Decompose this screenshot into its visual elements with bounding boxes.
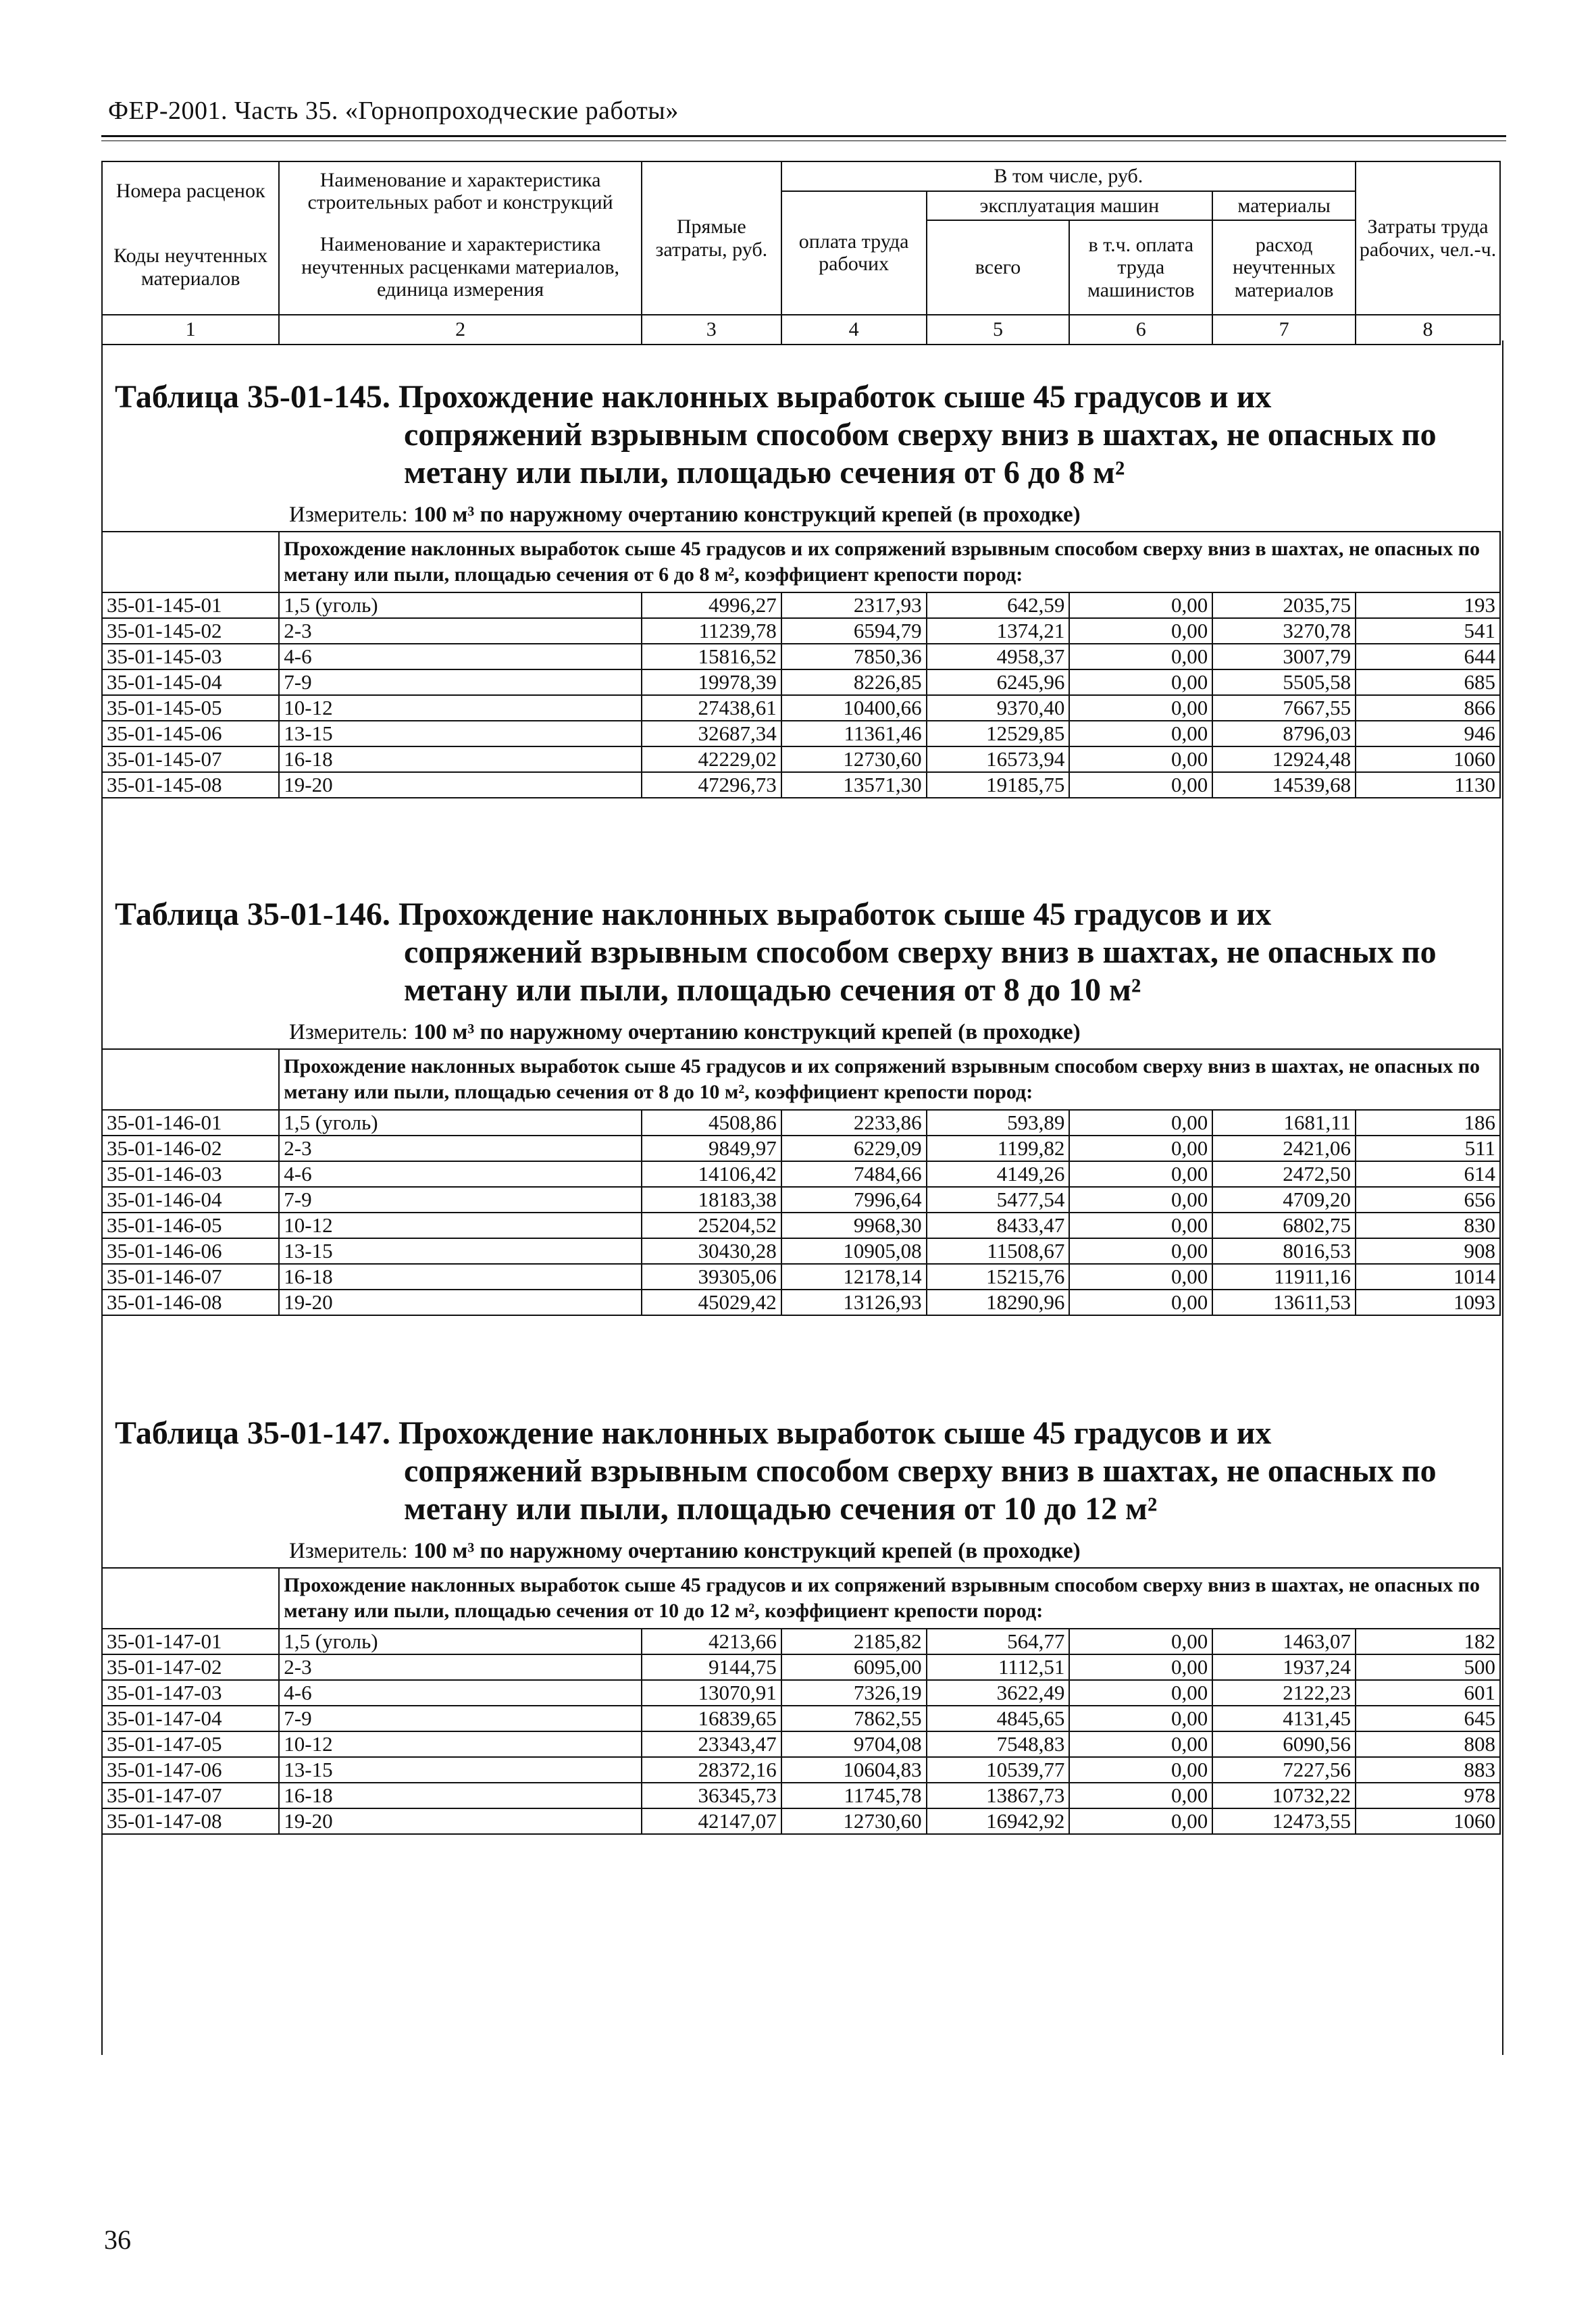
labor-hours-cell: 808 [1356,1731,1500,1757]
direct-costs-cell: 28372,16 [642,1757,781,1783]
table-row [102,1808,1500,1834]
column-header-table [101,161,1501,345]
direct-costs-cell: 30430,28 [642,1238,781,1264]
machinist-pay-cell: 0,00 [1069,746,1212,772]
table-row [102,695,1500,721]
material-consumption-cell: 1463,07 [1212,1629,1356,1654]
labor-hours-cell: 908 [1356,1238,1500,1264]
machinist-pay-cell: 0,00 [1069,695,1212,721]
direct-costs-cell: 25204,52 [642,1213,781,1238]
col-num: 4 [781,315,927,345]
measure-label: Измеритель: [289,503,414,527]
machinist-pay-cell: 0,00 [1069,1731,1212,1757]
labor-hours-cell: 511 [1356,1136,1500,1161]
machines-total-cell: 13867,73 [927,1783,1070,1808]
worker-pay-cell: 7850,36 [781,644,927,669]
material-consumption-cell: 4131,45 [1212,1706,1356,1731]
rock-hardness-cell: 4-6 [279,1680,642,1706]
machines-total-cell: 19185,75 [927,772,1070,798]
rock-hardness-cell: 2-3 [279,1654,642,1680]
col-num: 3 [642,315,781,345]
rock-hardness-cell: 19-20 [279,1808,642,1834]
header-machine-operation: эксплуатация машин [927,191,1213,221]
table-row [102,772,1500,798]
direct-costs-cell: 4996,27 [642,592,781,618]
machines-total-cell: 4958,37 [927,644,1070,669]
direct-costs-cell: 18183,38 [642,1187,781,1213]
rock-hardness-cell: 1,5 (уголь) [279,1629,642,1654]
machinist-pay-cell: 0,00 [1069,1629,1212,1654]
machines-total-cell: 12529,85 [927,721,1070,746]
col-num: 6 [1069,315,1212,345]
machines-total-cell: 9370,40 [927,695,1070,721]
material-consumption-cell: 14539,68 [1212,772,1356,798]
direct-costs-cell: 42147,07 [642,1808,781,1834]
worker-pay-cell: 7326,19 [781,1680,927,1706]
machines-total-cell: 15215,76 [927,1264,1070,1290]
machinist-pay-cell: 0,00 [1069,1757,1212,1783]
rate-code-cell: 35-01-146-08 [102,1290,279,1315]
table-row [102,721,1500,746]
running-head-rule [101,135,1506,137]
direct-costs-cell: 9849,97 [642,1136,781,1161]
table-title-line: Таблица 35-01-147. Прохождение наклонных выработок сыше 45 градусов и их [115,1415,1272,1451]
table-row [102,1213,1500,1238]
rate-code-cell: 35-01-145-04 [102,669,279,695]
machines-total-cell: 4845,65 [927,1706,1070,1731]
rates-caption: Прохождение наклонных выработок сыше 45 градусов и их сопряжений взрывным способом сверху вниз в шахтах, не опасных по метану или пыли, площадью сечения от 10 до 12 м², коэффициент крепости пород: [279,1568,1500,1629]
worker-pay-cell: 13571,30 [781,772,927,798]
machinist-pay-cell: 0,00 [1069,592,1212,618]
machinist-pay-cell: 0,00 [1069,1136,1212,1161]
machinist-pay-cell: 0,00 [1069,772,1212,798]
labor-hours-cell: 883 [1356,1757,1500,1783]
measure-unit [289,503,1081,528]
material-consumption-cell: 1937,24 [1212,1654,1356,1680]
table-title [115,896,1493,1009]
direct-costs-cell: 4508,86 [642,1110,781,1136]
table-title-line: метану или пыли, площадью сечения от 8 до 10 м² [404,972,1141,1008]
direct-costs-cell: 9144,75 [642,1654,781,1680]
material-consumption-cell: 3270,78 [1212,618,1356,644]
material-consumption-cell: 6802,75 [1212,1213,1356,1238]
worker-pay-cell: 12730,60 [781,746,927,772]
machines-total-cell: 593,89 [927,1110,1070,1136]
labor-hours-cell: 830 [1356,1213,1500,1238]
rate-code-cell: 35-01-145-07 [102,746,279,772]
header-work-name: Наименование и характеристика строительных работ и конструкций [279,161,642,220]
machinist-pay-cell: 0,00 [1069,721,1212,746]
rates-caption: Прохождение наклонных выработок сыше 45 градусов и их сопряжений взрывным способом сверху вниз в шахтах, не опасных по метану или пыли, площадью сечения от 8 до 10 м², коэффициент крепости пород: [279,1049,1500,1110]
direct-costs-cell: 47296,73 [642,772,781,798]
header-material-name: Наименование и характеристика неучтенных расценками материалов, единица измерения [279,220,642,315]
direct-costs-cell: 4213,66 [642,1629,781,1654]
rate-code-cell: 35-01-147-07 [102,1783,279,1808]
rock-hardness-cell: 2-3 [279,618,642,644]
worker-pay-cell: 2233,86 [781,1110,927,1136]
measure-text: 100 м³ по наружному очертанию конструкций крепей (в проходке) [413,1539,1081,1563]
rock-hardness-cell: 19-20 [279,772,642,798]
direct-costs-cell: 23343,47 [642,1731,781,1757]
labor-hours-cell: 193 [1356,592,1500,618]
direct-costs-cell: 19978,39 [642,669,781,695]
labor-hours-cell: 866 [1356,695,1500,721]
material-consumption-cell: 5505,58 [1212,669,1356,695]
caption-blank [102,1568,279,1629]
rate-code-cell: 35-01-147-02 [102,1654,279,1680]
machines-total-cell: 7548,83 [927,1731,1070,1757]
rock-hardness-cell: 4-6 [279,644,642,669]
labor-hours-cell: 614 [1356,1161,1500,1187]
worker-pay-cell: 8226,85 [781,669,927,695]
rate-code-cell: 35-01-146-04 [102,1187,279,1213]
worker-pay-cell: 7996,64 [781,1187,927,1213]
caption-blank [102,1049,279,1110]
header-machines-total: всего [927,220,1070,315]
direct-costs-cell: 39305,06 [642,1264,781,1290]
labor-hours-cell: 182 [1356,1629,1500,1654]
machines-total-cell: 18290,96 [927,1290,1070,1315]
rock-hardness-cell: 7-9 [279,1706,642,1731]
machinist-pay-cell: 0,00 [1069,618,1212,644]
worker-pay-cell: 10604,83 [781,1757,927,1783]
worker-pay-cell: 11745,78 [781,1783,927,1808]
material-consumption-cell: 8016,53 [1212,1238,1356,1264]
machines-total-cell: 564,77 [927,1629,1070,1654]
table-row [102,1290,1500,1315]
rate-code-cell: 35-01-145-06 [102,721,279,746]
machinist-pay-cell: 0,00 [1069,1783,1212,1808]
machines-total-cell: 642,59 [927,592,1070,618]
machines-total-cell: 6245,96 [927,669,1070,695]
direct-costs-cell: 16839,65 [642,1706,781,1731]
rates-table [101,1048,1501,1316]
worker-pay-cell: 2317,93 [781,592,927,618]
direct-costs-cell: 36345,73 [642,1783,781,1808]
col-num: 5 [927,315,1070,345]
direct-costs-cell: 11239,78 [642,618,781,644]
table-title-line: Таблица 35-01-146. Прохождение наклонных выработок сыше 45 градусов и их [115,896,1272,932]
material-consumption-cell: 2122,23 [1212,1680,1356,1706]
measure-text: 100 м³ по наружному очертанию конструкций крепей (в проходке) [413,1020,1081,1044]
rate-code-cell: 35-01-147-05 [102,1731,279,1757]
material-consumption-cell: 6090,56 [1212,1731,1356,1757]
material-consumption-cell: 1681,11 [1212,1110,1356,1136]
table-row [102,644,1500,669]
worker-pay-cell: 6095,00 [781,1654,927,1680]
rate-code-cell: 35-01-147-06 [102,1757,279,1783]
table-row [102,1654,1500,1680]
labor-hours-cell: 1014 [1356,1264,1500,1290]
table-row [102,1757,1500,1783]
rates-caption: Прохождение наклонных выработок сыше 45 градусов и их сопряжений взрывным способом сверху вниз в шахтах, не опасных по метану или пыли, площадью сечения от 6 до 8 м², коэффициент крепости пород: [279,532,1500,592]
machinist-pay-cell: 0,00 [1069,1110,1212,1136]
direct-costs-cell: 15816,52 [642,644,781,669]
rate-code-cell: 35-01-145-02 [102,618,279,644]
table-row [102,1110,1500,1136]
rock-hardness-cell: 10-12 [279,1731,642,1757]
rock-hardness-cell: 1,5 (уголь) [279,592,642,618]
rate-code-cell: 35-01-146-05 [102,1213,279,1238]
labor-hours-cell: 656 [1356,1187,1500,1213]
rock-hardness-cell: 16-18 [279,1783,642,1808]
rate-code-cell: 35-01-146-02 [102,1136,279,1161]
header-direct-costs: Прямые затраты, руб. [642,161,781,315]
table-row [102,746,1500,772]
worker-pay-cell: 12178,14 [781,1264,927,1290]
labor-hours-cell: 1130 [1356,772,1500,798]
worker-pay-cell: 10905,08 [781,1238,927,1264]
material-consumption-cell: 4709,20 [1212,1187,1356,1213]
machines-total-cell: 1374,21 [927,618,1070,644]
material-consumption-cell: 2035,75 [1212,592,1356,618]
rock-hardness-cell: 10-12 [279,1213,642,1238]
table-row [102,1680,1500,1706]
rate-code-cell: 35-01-147-03 [102,1680,279,1706]
rate-code-cell: 35-01-147-04 [102,1706,279,1731]
labor-hours-cell: 541 [1356,618,1500,644]
page-number: 36 [104,2225,131,2255]
worker-pay-cell: 6229,09 [781,1136,927,1161]
machines-total-cell: 11508,67 [927,1238,1070,1264]
material-consumption-cell: 12473,55 [1212,1808,1356,1834]
direct-costs-cell: 42229,02 [642,746,781,772]
machinist-pay-cell: 0,00 [1069,1654,1212,1680]
direct-costs-cell: 14106,42 [642,1161,781,1187]
machinist-pay-cell: 0,00 [1069,1187,1212,1213]
rate-code-cell: 35-01-145-01 [102,592,279,618]
header-material-consumption: расход неучтенных материалов [1212,220,1356,315]
worker-pay-cell: 13126,93 [781,1290,927,1315]
measure-label: Измеритель: [289,1020,414,1044]
material-consumption-cell: 2421,06 [1212,1136,1356,1161]
material-consumption-cell: 7667,55 [1212,695,1356,721]
col-num: 7 [1212,315,1356,345]
rock-hardness-cell: 16-18 [279,1264,642,1290]
material-consumption-cell: 13611,53 [1212,1290,1356,1315]
direct-costs-cell: 27438,61 [642,695,781,721]
table-title-line: метану или пыли, площадью сечения от 10 до 12 м² [404,1491,1158,1527]
worker-pay-cell: 11361,46 [781,721,927,746]
measure-label: Измеритель: [289,1539,414,1563]
rate-code-cell: 35-01-145-08 [102,772,279,798]
table-row [102,592,1500,618]
rates-table [101,531,1501,798]
direct-costs-cell: 13070,91 [642,1680,781,1706]
labor-hours-cell: 500 [1356,1654,1500,1680]
table-title-line: сопряжений взрывным способом сверху вниз в шахтах, не опасных по [404,417,1437,453]
machinist-pay-cell: 0,00 [1069,669,1212,695]
rate-code-cell: 35-01-146-01 [102,1110,279,1136]
table-row [102,1629,1500,1654]
machinist-pay-cell: 0,00 [1069,1680,1212,1706]
worker-pay-cell: 2185,82 [781,1629,927,1654]
labor-hours-cell: 644 [1356,644,1500,669]
labor-hours-cell: 946 [1356,721,1500,746]
table-title-line: сопряжений взрывным способом сверху вниз в шахтах, не опасных по [404,1453,1437,1489]
rock-hardness-cell: 19-20 [279,1290,642,1315]
caption-blank [102,532,279,592]
table-title-line: сопряжений взрывным способом сверху вниз в шахтах, не опасных по [404,934,1437,970]
labor-hours-cell: 978 [1356,1783,1500,1808]
machinist-pay-cell: 0,00 [1069,1213,1212,1238]
header-worker-pay: оплата труда рабочих [781,191,927,315]
rock-hardness-cell: 7-9 [279,1187,642,1213]
material-consumption-cell: 10732,22 [1212,1783,1356,1808]
labor-hours-cell: 186 [1356,1110,1500,1136]
machinist-pay-cell: 0,00 [1069,1290,1212,1315]
table-row [102,1238,1500,1264]
machinist-pay-cell: 0,00 [1069,1161,1212,1187]
worker-pay-cell: 7862,55 [781,1706,927,1731]
table-row [102,1136,1500,1161]
table-title [115,1415,1493,1528]
rate-code-cell: 35-01-146-07 [102,1264,279,1290]
machines-total-cell: 1112,51 [927,1654,1070,1680]
machinist-pay-cell: 0,00 [1069,1808,1212,1834]
machines-total-cell: 5477,54 [927,1187,1070,1213]
worker-pay-cell: 7484,66 [781,1161,927,1187]
worker-pay-cell: 6594,79 [781,618,927,644]
table-row [102,1264,1500,1290]
header-including-group: В том числе, руб. [781,161,1356,191]
machinist-pay-cell: 0,00 [1069,1238,1212,1264]
material-consumption-cell: 8796,03 [1212,721,1356,746]
table-row [102,669,1500,695]
labor-hours-cell: 1060 [1356,746,1500,772]
table-row [102,1161,1500,1187]
machines-total-cell: 10539,77 [927,1757,1070,1783]
measure-unit [289,1539,1081,1564]
rate-code-cell: 35-01-145-03 [102,644,279,669]
machinist-pay-cell: 0,00 [1069,644,1212,669]
rock-hardness-cell: 2-3 [279,1136,642,1161]
labor-hours-cell: 645 [1356,1706,1500,1731]
material-consumption-cell: 11911,16 [1212,1264,1356,1290]
header-material-codes: Коды неучтенных материалов [102,220,279,315]
header-materials: материалы [1212,191,1356,221]
rate-code-cell: 35-01-146-06 [102,1238,279,1264]
rock-hardness-cell: 7-9 [279,669,642,695]
rock-hardness-cell: 13-15 [279,721,642,746]
running-head: ФЕР-2001. Часть 35. «Горнопроходческие работы» [108,97,679,125]
worker-pay-cell: 9704,08 [781,1731,927,1757]
labor-hours-cell: 1093 [1356,1290,1500,1315]
machines-total-cell: 8433,47 [927,1213,1070,1238]
rate-code-cell: 35-01-146-03 [102,1161,279,1187]
material-consumption-cell: 3007,79 [1212,644,1356,669]
header-rate-numbers: Номера расценок [102,161,279,220]
labor-hours-cell: 601 [1356,1680,1500,1706]
rock-hardness-cell: 13-15 [279,1238,642,1264]
machines-total-cell: 16942,92 [927,1808,1070,1834]
machines-total-cell: 1199,82 [927,1136,1070,1161]
col-num: 8 [1356,315,1500,345]
worker-pay-cell: 10400,66 [781,695,927,721]
machines-total-cell: 3622,49 [927,1680,1070,1706]
col-num: 2 [279,315,642,345]
table-row [102,618,1500,644]
machinist-pay-cell: 0,00 [1069,1706,1212,1731]
header-labor-costs: Затраты труда рабочих, чел.-ч. [1356,161,1500,315]
table-row [102,1187,1500,1213]
rock-hardness-cell: 10-12 [279,695,642,721]
rate-code-cell: 35-01-145-05 [102,695,279,721]
machines-total-cell: 4149,26 [927,1161,1070,1187]
measure-unit [289,1020,1081,1045]
table-row [102,1706,1500,1731]
table-title-line: Таблица 35-01-145. Прохождение наклонных выработок сыше 45 градусов и их [115,379,1272,415]
worker-pay-cell: 9968,30 [781,1213,927,1238]
col-num: 1 [102,315,279,345]
machines-total-cell: 16573,94 [927,746,1070,772]
material-consumption-cell: 12924,48 [1212,746,1356,772]
measure-text: 100 м³ по наружному очертанию конструкций крепей (в проходке) [413,503,1081,527]
material-consumption-cell: 2472,50 [1212,1161,1356,1187]
rates-table [101,1567,1501,1835]
direct-costs-cell: 45029,42 [642,1290,781,1315]
rock-hardness-cell: 4-6 [279,1161,642,1187]
header-machinist-pay: в т.ч. оплата труда машинистов [1069,220,1212,315]
table-title-line: метану или пыли, площадью сечения от 6 до 8 м² [404,455,1125,490]
rate-code-cell: 35-01-147-08 [102,1808,279,1834]
machinist-pay-cell: 0,00 [1069,1264,1212,1290]
direct-costs-cell: 32687,34 [642,721,781,746]
rock-hardness-cell: 13-15 [279,1757,642,1783]
table-row [102,1731,1500,1757]
rock-hardness-cell: 1,5 (уголь) [279,1110,642,1136]
material-consumption-cell: 7227,56 [1212,1757,1356,1783]
table-title [115,378,1493,492]
labor-hours-cell: 1060 [1356,1808,1500,1834]
labor-hours-cell: 685 [1356,669,1500,695]
rock-hardness-cell: 16-18 [279,746,642,772]
rate-code-cell: 35-01-147-01 [102,1629,279,1654]
table-row [102,1783,1500,1808]
worker-pay-cell: 12730,60 [781,1808,927,1834]
